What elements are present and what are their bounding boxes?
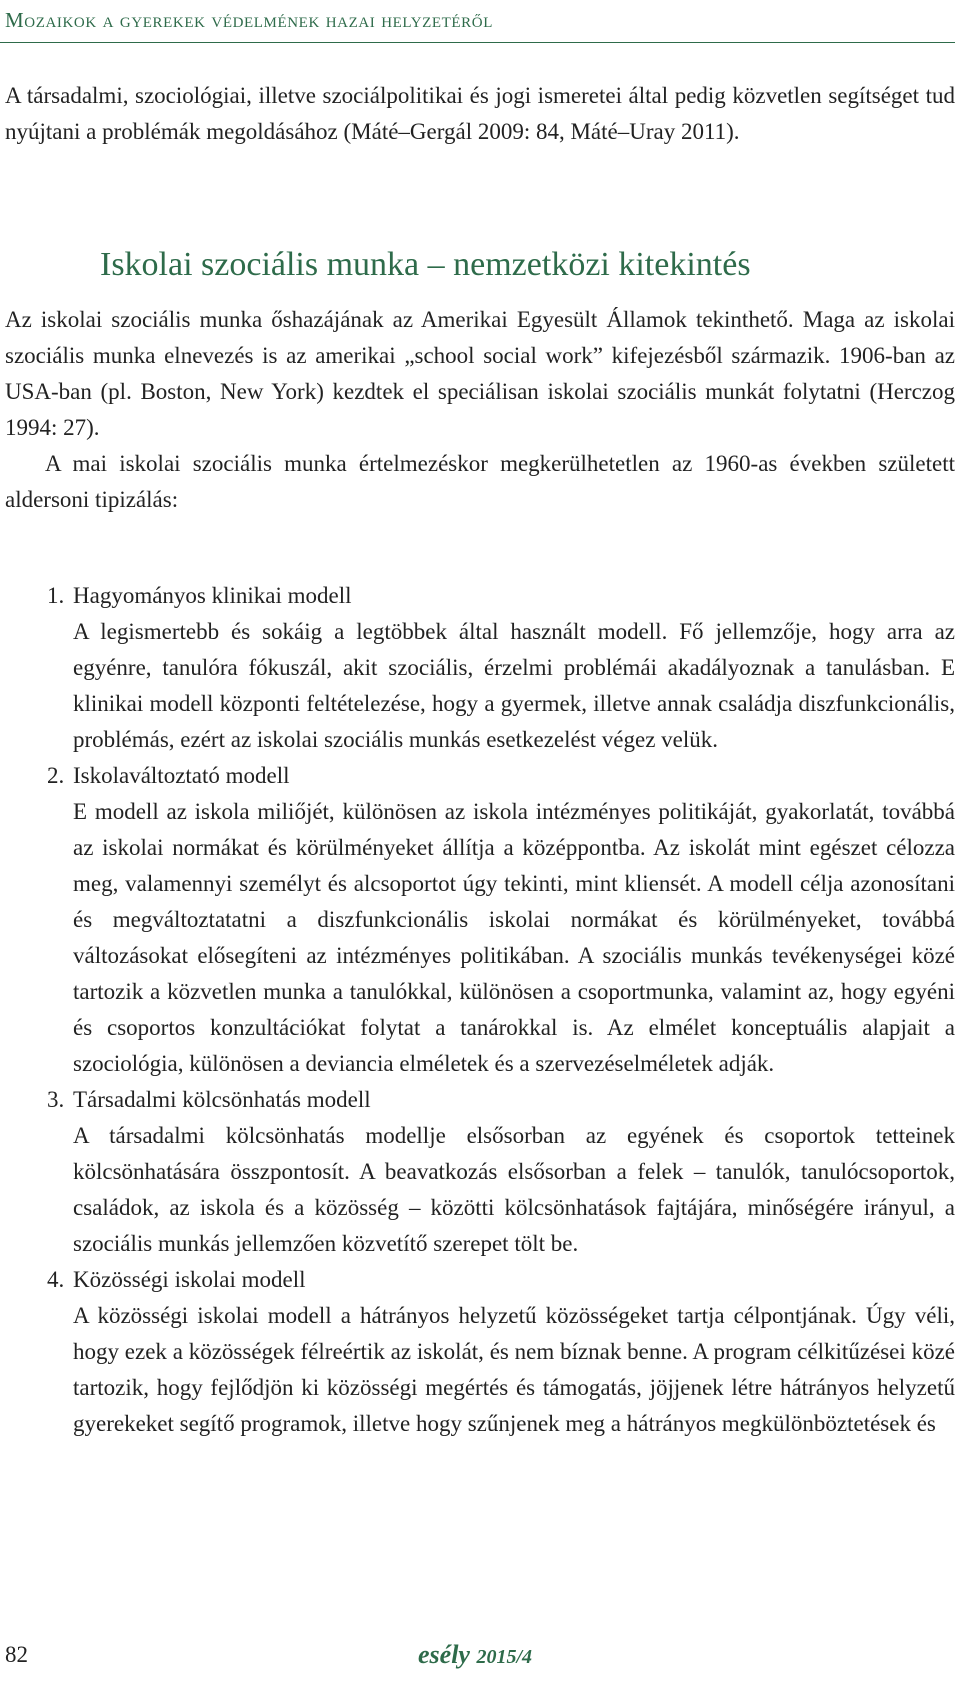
list-number: 4. [47, 1267, 65, 1292]
list-item [5, 758, 955, 1082]
section-title: Iskolai szociális munka – nemzetközi kitekintés [100, 246, 751, 283]
intro-paragraph: A társadalmi, szociológiai, illetve szociálpolitikai és jogi ismeretei által pedig közvetlen segítséget tud nyújtani a problémák megoldásához (Máté–Gergál 2009: 84, Máté–Uray 2011). [5, 83, 955, 144]
journal-footer [418, 1640, 532, 1670]
body-paragraph: A mai iskolai szociális munka értelmezéskor megkerülhetetlen az 1960-as években született aldersoni tipizálás: [5, 451, 955, 512]
model-list [5, 578, 955, 1442]
list-item-title: Közösségi iskolai modell [73, 1267, 306, 1292]
journal-name: esély [418, 1640, 470, 1669]
list-item [5, 1262, 955, 1442]
list-item-title: Hagyományos klinikai modell [73, 583, 352, 608]
list-item [5, 578, 955, 758]
list-item-title: Iskolaváltoztató modell [73, 763, 290, 788]
running-head: Mozaikok a gyerekek védelmének hazai helyzetéről [5, 8, 493, 32]
list-number: 3. [47, 1087, 65, 1112]
list-item-description: A legismertebb és sokáig a legtöbbek által használt modell. Fő jellemzője, hogy arra az egyénre, tanulóra fókuszál, akit szociális, érzelmi problémái akadályoznak a tanulásban. E klinikai modell központi feltételezése, hogy a gyermek, illetve annak családja diszfunkcionális, problémás, ezért az iskolai szociális munkás esetkezelést végez velük. [73, 619, 955, 752]
journal-issue: 2015/4 [476, 1646, 533, 1668]
list-item-description: A közösségi iskolai modell a hátrányos helyzetű közösségeket tartja célpontjának. Úgy véli, hogy ezek a közösségek félreértik az iskolát, és nem bíznak benne. A program célkitűzései közé tartozik, hogy fejlődjön ki közösségi megértés és támogatás, jöjjenek létre hátrányos helyzetű gyerekeket segítő programok, illetve hogy szűnjenek meg a hátrányos megkülönböztetések és [73, 1303, 955, 1436]
list-item [5, 1082, 955, 1262]
list-number: 1. [47, 583, 65, 608]
list-number: 2. [47, 763, 65, 788]
section-body [5, 302, 955, 518]
list-item-description: A társadalmi kölcsönhatás modellje elsősorban az egyének és csoportok tetteinek kölcsönhatására összpontosít. A beavatkozás elsősorban a felek – tanulók, tanulócsoportok, családok, az iskola és a közösség – közötti kölcsönhatások fajtájára, minőségére irányul, a szociális munkás jellemzően közvetítő szerepet tölt be. [73, 1123, 955, 1256]
list-item-title: Társadalmi kölcsönhatás modell [73, 1087, 371, 1112]
body-paragraph: Az iskolai szociális munka őshazájának az Amerikai Egyesült Államok tekinthető. Maga az iskolai szociális munka elnevezés is az amerikai „school social work” kifejezésből származik. 1906-ban az USA-ban (pl. Boston, New York) kezdtek el speciálisan iskolai szociális munkát folytatni (Herczog 1994: 27). [5, 307, 955, 440]
header-rule [0, 42, 955, 43]
page-number: 82 [5, 1642, 28, 1667]
list-item-description: E modell az iskola miliőjét, különösen az iskola intézményes politikáját, gyakorlatát, továbbá az iskolai normákat és körülményeket állítja a középpontba. Az iskolát mint egészet célozza meg, valamennyi személyt és alcsoportot úgy tekinti, mint kliensét. A modell célja azonosítani és megváltoztatatni a diszfunkcionális iskolai normákat és körülményeket, továbbá változásokat elősegíteni az intézményes politikában. A szociális munkás tevékenységei közé tartozik a közvetlen munka a tanulókkal, különösen a csoportmunka, valamint az, hogy egyéni és csoportos konzultációkat folytat a tanárokkal is. Az elmélet konceptuális alapjait a szociológia, különösen a deviancia elméletek és a szervezéselméletek adják. [73, 799, 955, 1076]
